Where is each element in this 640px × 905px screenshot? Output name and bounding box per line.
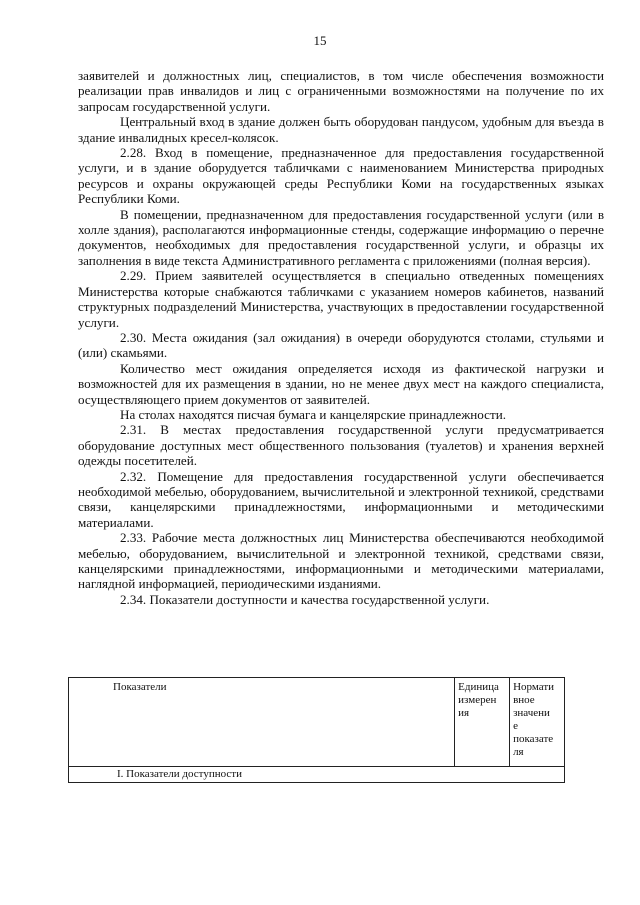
header-indicators: Показатели	[69, 678, 455, 767]
table-section-row	[69, 767, 565, 783]
header-unit-line: измерен	[458, 694, 497, 706]
paragraph-2-28: 2.28. Вход в помещение, предназначенное для предоставления государственной услуги, и в здание оборудуется табличками с наименованием Министерства природных ресурсов и охраны окружающей среды Республики Коми на государственных языках Республики Коми.	[78, 145, 604, 207]
header-norm-line: Нормати	[513, 681, 555, 693]
header-norm-line: вное	[513, 694, 535, 706]
indicators-table	[68, 677, 565, 783]
header-normative-value	[510, 678, 565, 767]
header-unit	[455, 678, 510, 767]
paragraph-2-34: 2.34. Показатели доступности и качества государственной услуги.	[120, 591, 490, 607]
paragraph-2-30: 2.30. Места ожидания (зал ожидания) в очереди оборудуются столами, стульями и (или) скамьями.	[78, 329, 604, 361]
page-number: 15	[313, 33, 327, 48]
section-accessibility: I. Показатели доступности	[69, 767, 565, 783]
paragraph-2-32: 2.32. Помещение для предоставления государственной услуги обеспечивается необходимой мебелью, оборудованием, вычислительной и электронной техникой, средствами связи, канцелярскими принадлежностями, информационными и методическими материалами.	[78, 468, 604, 530]
header-norm-line: показате	[513, 733, 554, 745]
paragraph-2-31: 2.31. В местах предоставления государственной услуги предусматривается оборудование доступных мест общественного пользования (туалетов) и хранения верхней одежды посетителей.	[78, 422, 604, 469]
paragraph-central-entrance: Центральный вход в здание должен быть оборудован пандусом, удобным для въезда в здание инвалидных кресел-колясок.	[78, 114, 604, 145]
header-unit-line: Единица	[458, 681, 499, 693]
paragraph-2-33: 2.33. Рабочие места должностных лиц Министерства обеспечиваются необходимой мебелью, оборудованием, вычислительной и электронной техникой, средствами связи, канцелярскими принадлежностями, информационными и методическими материалами, наглядной информацией, периодическими изданиями.	[78, 530, 604, 592]
document-body	[78, 68, 604, 607]
paragraph-continuation: заявителей и должностных лиц, специалистов, в том числе обеспечения возможности реализации прав инвалидов и лиц с ограниченными возможностями на получение по их запросам государственной услуги.	[78, 68, 604, 114]
header-norm-line: ля	[513, 746, 524, 758]
header-norm-line: значени	[513, 707, 550, 719]
paragraph-tables: На столах находятся писчая бумага и канцелярские принадлежности.	[120, 406, 506, 422]
paragraph-info-stands: В помещении, предназначенном для предоставления государственной услуги (или в холле здания), располагаются информационные стенды, содержащие информацию о перечне документов, необходимых для предоставления государственной услуги, и образцы их заполнения в виде текста Административного регламента с приложениями (полная версия).	[78, 206, 604, 268]
table-header-row	[69, 678, 565, 767]
paragraph-2-29: 2.29. Прием заявителей осуществляется в специально отведенных помещениях Министерства которые снабжаются табличками с указанием номеров кабинетов, названий структурных подразделений Министерства, участвующих в предоставлении государственной услуги.	[78, 268, 604, 330]
paragraph-waiting-places: Количество мест ожидания определяется исходя из фактической нагрузки и возможностей для их размещения в здании, но не менее двух мест на каждого специалиста, осуществляющего прием документов от заявителей.	[78, 360, 604, 407]
header-norm-line: е	[513, 720, 518, 732]
header-unit-line: ия	[458, 707, 470, 719]
